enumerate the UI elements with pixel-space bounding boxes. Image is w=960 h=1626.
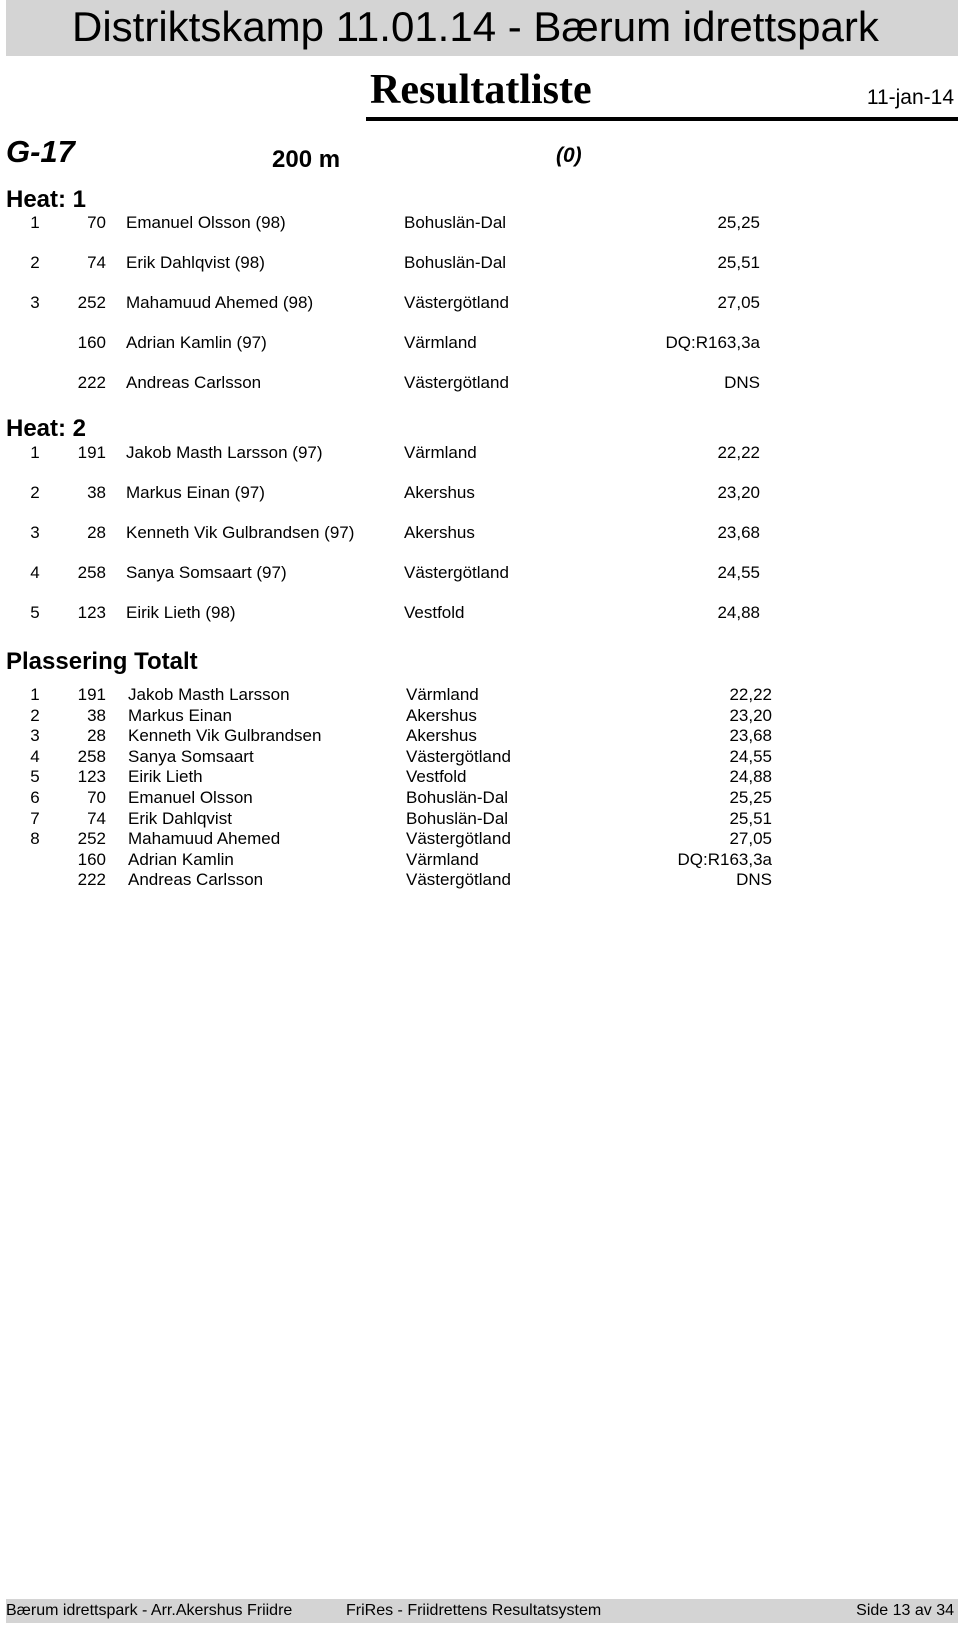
bib-cell: 160 xyxy=(77,849,106,869)
athlete-name: Jakob Masth Larsson xyxy=(128,685,290,704)
place-cell: 2 xyxy=(30,253,40,272)
place-cell: 1 xyxy=(30,443,40,462)
result-cell: 22,22 xyxy=(729,685,772,704)
club-name: Västergötland xyxy=(406,746,511,766)
bib-cell: 123 xyxy=(77,767,106,787)
club-name: Vestfold xyxy=(404,603,465,622)
bib-cell: 74 xyxy=(87,253,106,272)
bib-cell: 28 xyxy=(87,726,106,746)
place-cell: 4 xyxy=(30,563,40,582)
club-name: Västergötland xyxy=(406,870,511,890)
club-name: Värmland xyxy=(404,333,477,352)
place-cell: 4 xyxy=(30,746,40,766)
club-name: Akershus xyxy=(406,705,477,725)
wind-label: (0) xyxy=(556,144,582,167)
bib-cell: 252 xyxy=(77,293,106,312)
bib-cell: 38 xyxy=(87,705,106,725)
bib-cell: 222 xyxy=(77,870,106,890)
athlete-name: Emanuel Olsson xyxy=(128,788,253,807)
bib-cell: 160 xyxy=(77,333,106,352)
athlete-name: Adrian Kamlin (97) xyxy=(126,333,267,352)
result-cell: 27,05 xyxy=(729,829,772,849)
athlete-name: Eirik Lieth xyxy=(128,767,203,787)
bib-cell: 70 xyxy=(87,788,106,807)
club-name: Värmland xyxy=(404,443,477,462)
event-label: 200 m xyxy=(272,146,341,173)
athlete-name: Kenneth Vik Gulbrandsen xyxy=(128,726,322,746)
result-cell: DQ:R163,3a xyxy=(677,849,772,869)
athlete-name: Mahamuud Ahemed (98) xyxy=(126,293,314,312)
athlete-name: Andreas Carlsson xyxy=(128,870,264,890)
club-name: Vestfold xyxy=(406,767,467,787)
place-cell: 1 xyxy=(30,213,40,232)
table-row xyxy=(0,521,960,545)
result-cell: 25,51 xyxy=(717,253,760,272)
result-date: 11-jan-14 xyxy=(866,86,954,109)
athlete-name: Markus Einan xyxy=(128,705,232,725)
club-name: Västergötland xyxy=(404,293,509,312)
result-cell: 24,88 xyxy=(717,603,760,622)
athlete-name: Kenneth Vik Gulbrandsen (97) xyxy=(126,523,355,542)
athlete-name: Adrian Kamlin xyxy=(128,849,234,869)
result-cell: 22,22 xyxy=(717,443,760,462)
result-cell: 25,25 xyxy=(717,213,760,232)
place-cell: 3 xyxy=(30,523,40,542)
club-name: Bohuslän-Dal xyxy=(406,788,509,807)
class-label: G-17 xyxy=(6,134,75,169)
table-row xyxy=(0,561,960,585)
result-cell: 23,20 xyxy=(717,483,760,502)
athlete-name: Andreas Carlsson xyxy=(126,373,262,392)
place-cell: 7 xyxy=(30,808,40,828)
club-name: Västergötland xyxy=(406,829,511,849)
table-row xyxy=(0,371,960,395)
club-name: Akershus xyxy=(404,523,475,542)
club-name: Akershus xyxy=(406,726,477,746)
bib-cell: 74 xyxy=(87,808,106,828)
place-cell: 2 xyxy=(30,705,40,725)
athlete-name: Sanya Somsaart xyxy=(128,746,254,766)
club-name: Västergötland xyxy=(404,563,509,582)
club-name: Bohuslän-Dal xyxy=(406,808,509,828)
meet-title: Distriktskamp 11.01.14 - Bærum idrettspark xyxy=(72,3,879,50)
total-heading: Plassering Totalt xyxy=(6,648,198,675)
table-row xyxy=(0,481,960,505)
document-title: Resultatliste xyxy=(370,67,592,113)
bib-cell: 252 xyxy=(77,829,106,849)
table-row xyxy=(0,251,960,275)
footer-system: FriRes - Friidrettens Resultatsystem xyxy=(346,1602,602,1619)
table-row xyxy=(0,291,960,315)
result-cell: DQ:R163,3a xyxy=(665,333,760,352)
athlete-name: Erik Dahlqvist xyxy=(128,808,232,828)
result-cell: DNS xyxy=(736,870,772,890)
result-cell: 24,55 xyxy=(717,563,760,582)
table-row xyxy=(0,211,960,235)
club-name: Värmland xyxy=(406,685,479,704)
bib-cell: 70 xyxy=(87,213,106,232)
place-cell: 1 xyxy=(30,685,40,704)
athlete-name: Emanuel Olsson (98) xyxy=(126,213,286,232)
title-rule xyxy=(366,117,958,121)
result-cell: 24,55 xyxy=(729,746,772,766)
footer-page: Side 13 av 34 xyxy=(856,1602,954,1619)
result-cell: 23,68 xyxy=(729,726,772,746)
place-cell: 5 xyxy=(30,767,40,787)
table-row xyxy=(0,868,960,892)
place-cell: 8 xyxy=(30,829,40,849)
bib-cell: 191 xyxy=(77,443,106,462)
heat-1-heading: Heat: 1 xyxy=(6,186,87,213)
heat-2-heading: Heat: 2 xyxy=(6,415,87,442)
athlete-name: Markus Einan (97) xyxy=(126,483,265,502)
club-name: Bohuslän-Dal xyxy=(404,253,507,272)
club-name: Värmland xyxy=(406,849,479,869)
result-cell: 25,25 xyxy=(729,788,772,807)
athlete-name: Eirik Lieth (98) xyxy=(126,603,236,622)
athlete-name: Sanya Somsaart (97) xyxy=(126,563,287,582)
result-cell: DNS xyxy=(724,373,760,392)
place-cell: 3 xyxy=(30,726,40,746)
footer-bar xyxy=(6,1599,958,1623)
bib-cell: 38 xyxy=(87,483,106,502)
athlete-name: Mahamuud Ahemed xyxy=(128,829,281,849)
bib-cell: 258 xyxy=(77,563,106,582)
table-row xyxy=(0,601,960,625)
club-name: Västergötland xyxy=(404,373,509,392)
table-row xyxy=(0,441,960,465)
place-cell: 2 xyxy=(30,483,40,502)
table-row xyxy=(0,331,960,355)
club-name: Bohuslän-Dal xyxy=(404,213,507,232)
result-cell: 23,68 xyxy=(717,523,760,542)
athlete-name: Erik Dahlqvist (98) xyxy=(126,253,265,272)
bib-cell: 123 xyxy=(77,603,106,622)
result-cell: 25,51 xyxy=(729,808,772,828)
bib-cell: 28 xyxy=(87,523,106,542)
athlete-name: Jakob Masth Larsson (97) xyxy=(126,443,323,462)
bib-cell: 191 xyxy=(77,685,106,704)
result-cell: 24,88 xyxy=(729,767,772,787)
result-cell: 23,20 xyxy=(729,705,772,725)
place-cell: 3 xyxy=(30,293,40,312)
bib-cell: 258 xyxy=(77,746,106,766)
bib-cell: 222 xyxy=(77,373,106,392)
club-name: Akershus xyxy=(404,483,475,502)
footer-venue: Bærum idrettspark - Arr.Akershus Friidre xyxy=(6,1602,293,1619)
title-bar xyxy=(6,0,958,56)
place-cell: 6 xyxy=(30,788,40,807)
place-cell: 5 xyxy=(30,603,40,622)
result-cell: 27,05 xyxy=(717,293,760,312)
